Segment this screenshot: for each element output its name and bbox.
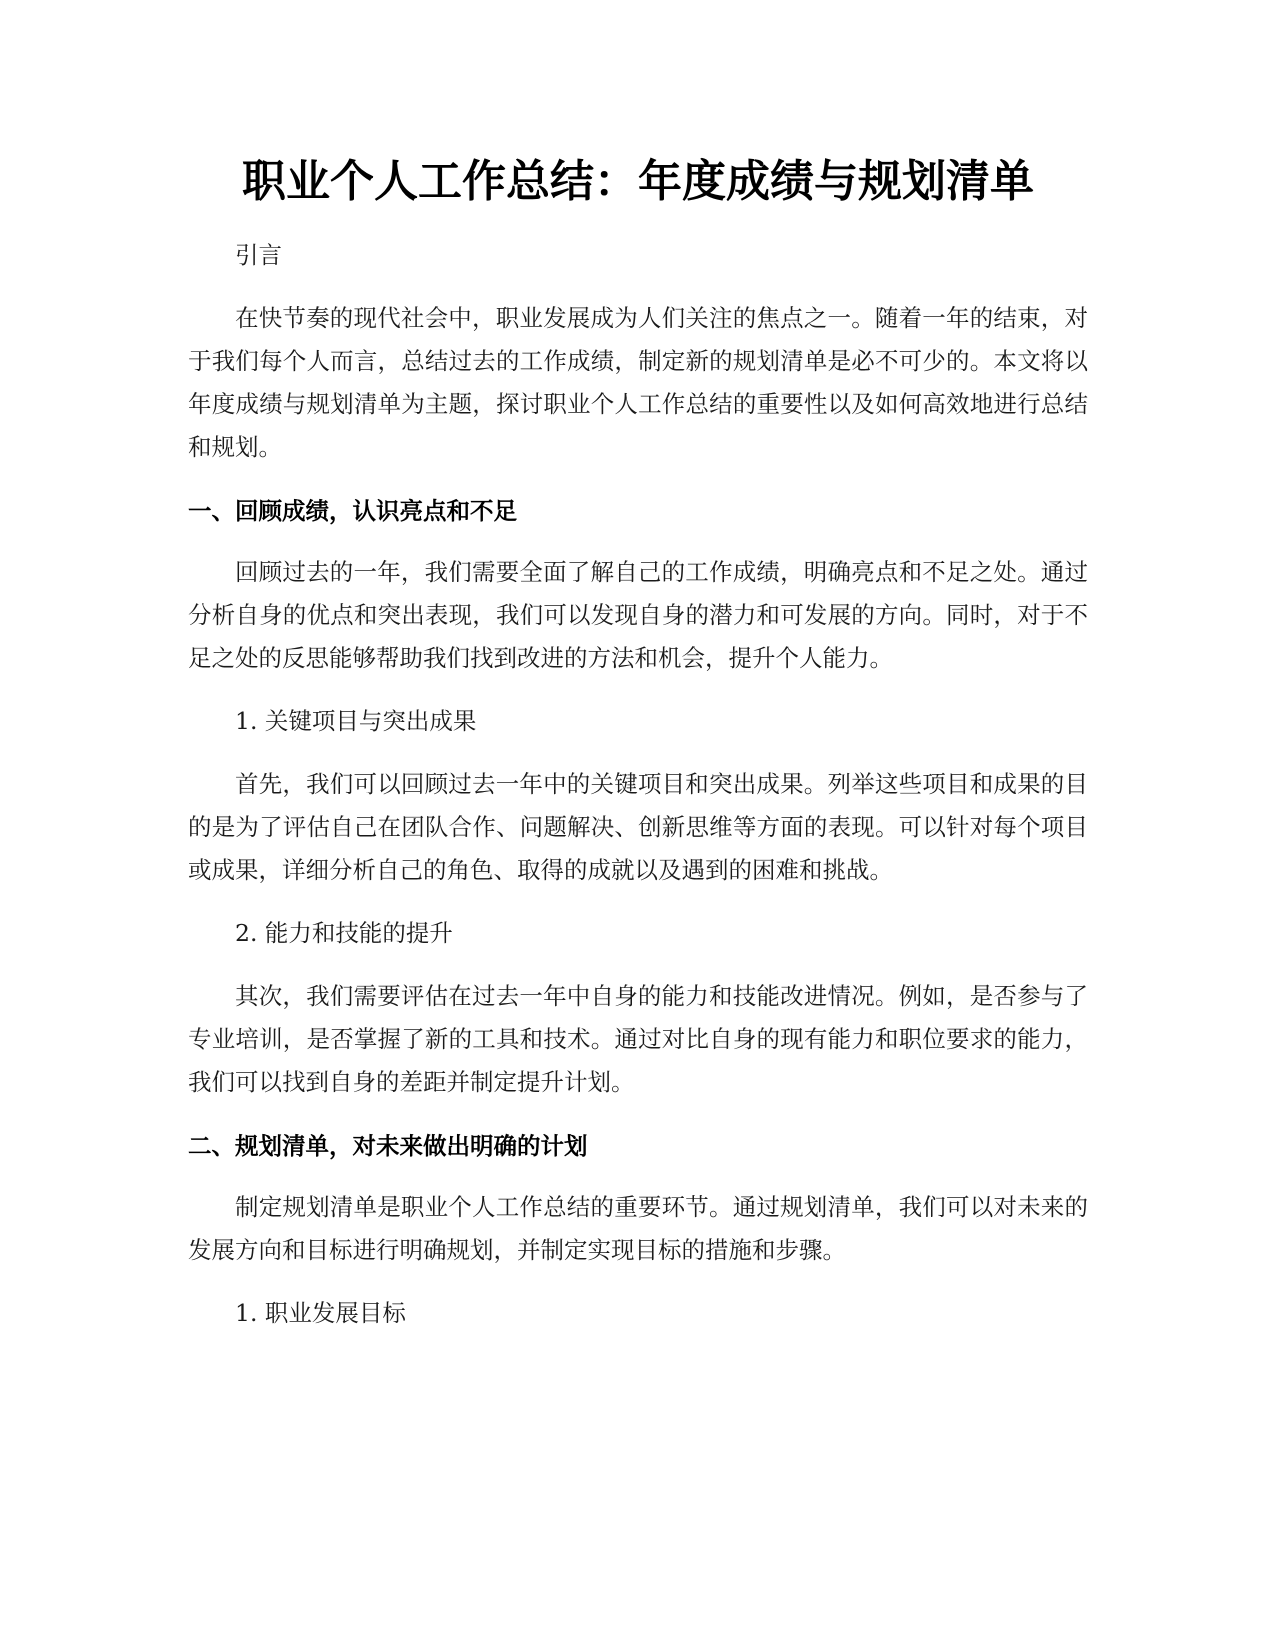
document-title: 职业个人工作总结：年度成绩与规划清单 (242, 156, 1034, 207)
section-2-heading: 二、规划清单，对未来做出明确的计划 (188, 1132, 588, 1160)
section-1-item-1-paragraph: 首先，我们可以回顾过去一年中的关键项目和突出成果。列举这些项目和成果的目的是为了评估自己在团队合作、问题解决、创新思维等方面的表现。可以针对每个项目或成果，详细分析自己的角色、取得的成就以及遇到的困难和挑战。 (188, 770, 1088, 884)
section-1-heading: 一、回顾成绩，认识亮点和不足 (188, 497, 517, 525)
intro-paragraph: 在快节奏的现代社会中，职业发展成为人们关注的焦点之一。随着一年的结束，对于我们每个人而言，总结过去的工作成绩，制定新的规划清单是必不可少的。本文将以年度成绩与规划清单为主题，探讨职业个人工作总结的重要性以及如何高效地进行总结和规划。 (188, 304, 1088, 461)
section-1-item-1-label: 1. 关键项目与突出成果 (235, 707, 477, 735)
section-2-paragraph: 制定规划清单是职业个人工作总结的重要环节。通过规划清单，我们可以对未来的发展方向和目标进行明确规划，并制定实现目标的措施和步骤。 (188, 1193, 1088, 1264)
section-1-item-2-paragraph: 其次，我们需要评估在过去一年中自身的能力和技能改进情况。例如，是否参与了专业培训，是否掌握了新的工具和技术。通过对比自身的现有能力和职位要求的能力，我们可以找到自身的差距并制定提升计划。 (188, 982, 1088, 1096)
intro-label: 引言 (235, 241, 282, 269)
section-1-item-2-label: 2. 能力和技能的提升 (235, 919, 453, 947)
section-1-paragraph: 回顾过去的一年，我们需要全面了解自己的工作成绩，明确亮点和不足之处。通过分析自身的优点和突出表现，我们可以发现自身的潜力和可发展的方向。同时，对于不足之处的反思能够帮助我们找到改进的方法和机会，提升个人能力。 (188, 558, 1088, 672)
document-body (188, 150, 1088, 1335)
section-2-item-1-label: 1. 职业发展目标 (235, 1299, 406, 1327)
